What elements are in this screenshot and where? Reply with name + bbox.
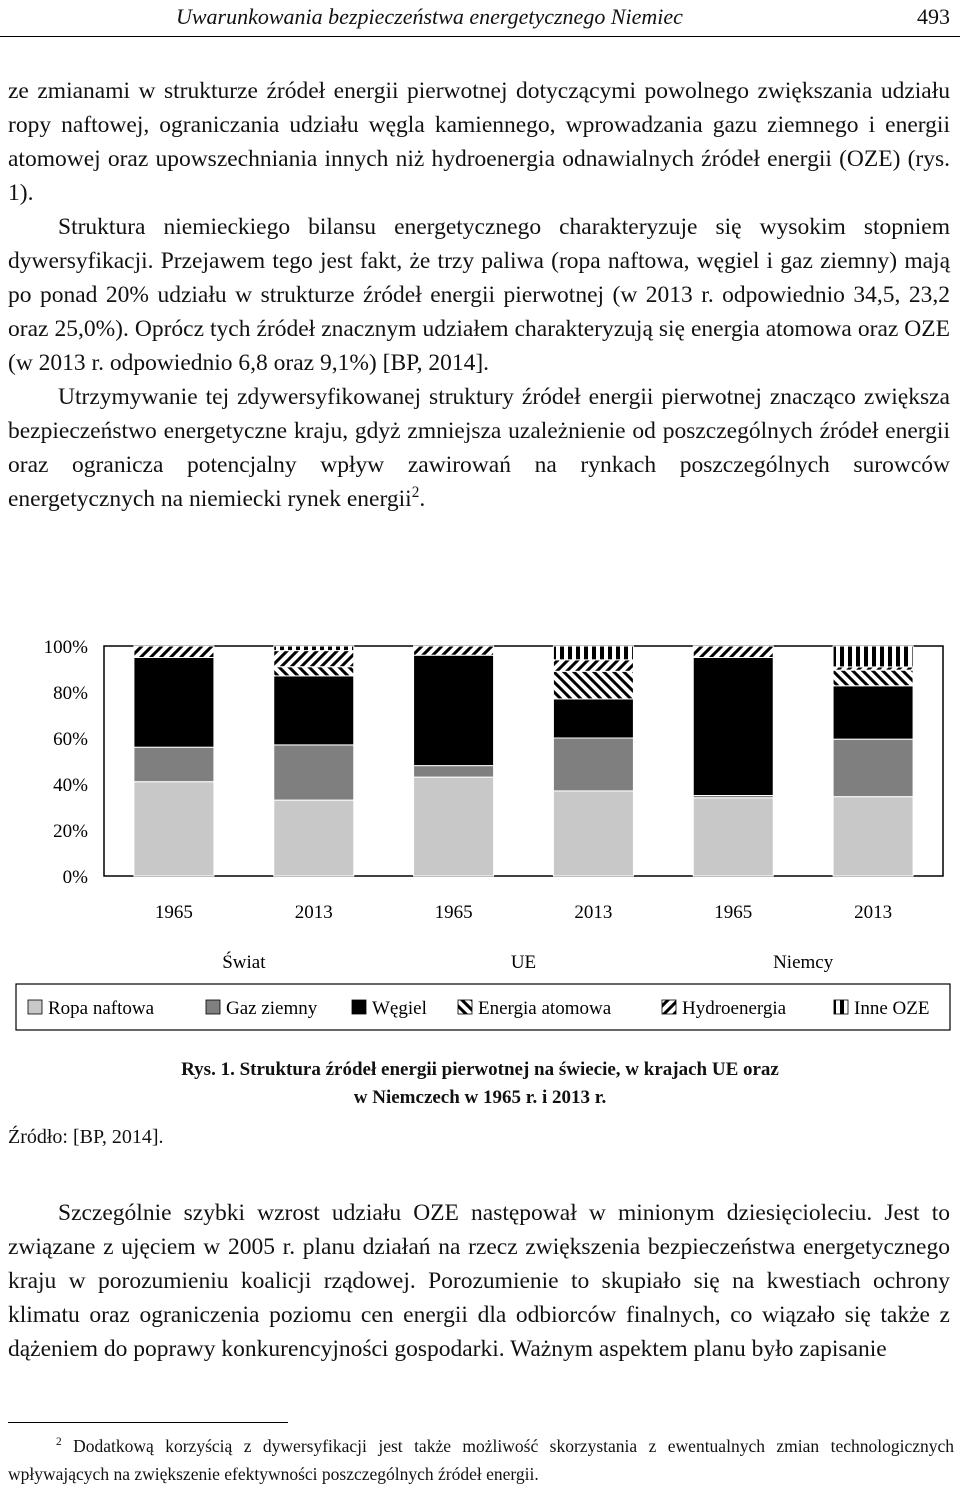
legend-label: Energia atomowa <box>478 998 612 1019</box>
paragraph-1: ze zmianami w strukturze źródeł energii pierwotnej dotyczącymi powolnego zwiększania udziału ropy naftowej, ograniczania udziału węgla kamiennego, wprowadzania gazu ziemnego i energii atomowej oraz upowszechniania innych niż hydroenergia odnawialnych źródeł energii (OZE) (rys. 1). <box>8 78 950 206</box>
bar-segment <box>833 739 913 797</box>
legend-swatch <box>834 1000 848 1014</box>
y-tick-label: 0% <box>62 867 88 888</box>
plot-area <box>104 646 943 876</box>
page-number: 493 <box>917 4 950 29</box>
bar-segment <box>134 658 214 748</box>
x-tick-label: 2013 <box>294 902 333 923</box>
bar-segment <box>134 646 214 658</box>
bar-segment <box>274 651 354 667</box>
group-label: Niemcy <box>773 952 834 973</box>
bar-segment <box>134 782 214 876</box>
bar-segment <box>553 791 633 876</box>
bar-segment <box>693 798 773 876</box>
footnote <box>8 1432 954 1488</box>
bar-segment <box>553 646 633 660</box>
bar-segment <box>414 777 494 876</box>
bar-segment <box>414 655 494 765</box>
legend-label: Węgiel <box>372 998 427 1019</box>
paragraph-4: Szczególnie szybki wzrost udziału OZE następował w minionym dziesięcioleciu. Jest to związane z ujęciem w 2005 r. planu działań na rzecz zwiększenia bezpieczeństwa energetycznego kraju w porozumieniu koalicji rządowej. Porozumienie to skupiało się na kwestiach ochrony klimatu oraz ograniczenia poziomu cen energii dla odbiorców finalnych, co wiązało się także z dążeniem do poprawy konkurencyjności gospodarki. Ważnym aspektem planu było zapisanie <box>8 1200 950 1362</box>
bar-segment <box>414 766 494 778</box>
x-tick-label: 1965 <box>154 902 193 923</box>
legend-label: Ropa naftowa <box>48 998 155 1019</box>
y-tick-label: 60% <box>53 729 88 750</box>
caption-line-1: Rys. 1. Struktura źródeł energii pierwotnej na świecie, w krajach UE oraz <box>181 1059 779 1080</box>
group-label: UE <box>510 952 537 973</box>
bar-segment <box>414 646 494 655</box>
legend <box>16 984 950 1030</box>
paragraph-3-end: . <box>419 486 426 512</box>
bar-segment <box>833 686 913 739</box>
page-header <box>0 0 960 37</box>
y-tick-label: 40% <box>53 775 88 796</box>
bar-segment <box>274 800 354 876</box>
footnote-text: Dodatkową korzyścią z dywersyfikacji jest także możliwość skorzystania z ewentualnych zmian technologicznych wpływających na zwiększenie efektywności poszczególnych źródeł energii. <box>8 1436 955 1484</box>
bar-segment <box>693 646 773 658</box>
x-tick-label: 2013 <box>574 902 613 923</box>
footnote-rule <box>8 1422 288 1423</box>
bar-segment <box>274 676 354 745</box>
energy-structure-chart <box>0 628 960 1048</box>
y-tick-label: 20% <box>53 821 88 842</box>
figure-caption <box>100 1056 860 1112</box>
footnote-ref[interactable]: 2 <box>411 484 420 502</box>
bar-segment <box>553 671 633 699</box>
legend-swatch <box>206 1000 220 1014</box>
legend-label: Inne OZE <box>854 998 930 1019</box>
legend-label: Gaz ziemny <box>226 998 318 1019</box>
bar-segment <box>274 745 354 800</box>
running-title: Uwarunkowania bezpieczeństwa energetycznego Niemiec <box>176 4 683 29</box>
y-tick-label: 100% <box>43 637 88 658</box>
legend-swatch <box>352 1000 366 1014</box>
bar-segment <box>553 660 633 672</box>
paragraph-3-text: Utrzymywanie tej zdywersyfikowanej struktury źródeł energii pierwotnej znacząco zwiększa bezpieczeństwo energetyczne kraju, gdyż zmniejsza uzależnienie od poszczególnych źródeł energii oraz ogranicza potencjalny wpływ zawirowań na rynkach poszczególnych surowców energetycznych na niemiecki rynek energii <box>8 384 950 512</box>
paragraph-2: Struktura niemieckiego bilansu energetycznego charakteryzuje się wysokim stopniem dywersyfikacji. Przejawem tego jest fakt, że trzy paliwa (ropa naftowa, węgiel i gaz ziemny) mają po ponad 20% udziału w strukturze źródeł energii pierwotnej (w 2013 r. odpowiednio 34,5, 23,2 oraz 25,0%). Oprócz tych źródeł znacznym udziałem charakteryzują się energia atomowa oraz OZE (w 2013 r. odpowiednio 6,8 oraz 9,1%) [BP, 2014]. <box>8 214 950 376</box>
y-axis <box>44 637 89 888</box>
bar-segment <box>274 646 354 651</box>
paragraph-3 <box>8 380 950 516</box>
caption-line-2: w Niemczech w 1965 r. i 2013 r. <box>353 1087 607 1108</box>
x-tick-label: 1965 <box>434 902 473 923</box>
y-tick-label: 80% <box>53 683 88 704</box>
bar-segment <box>134 747 214 782</box>
group-label: Świat <box>222 952 266 973</box>
bar-segment <box>833 646 913 667</box>
x-tick-label: 1965 <box>714 902 753 923</box>
legend-label: Hydroenergia <box>682 998 787 1019</box>
footnote-number: 2 <box>56 1436 62 1449</box>
bar-segment <box>833 797 913 876</box>
bar-segment <box>553 699 633 738</box>
bar-segment <box>833 670 913 686</box>
bar-segment <box>274 667 354 676</box>
bar-segment <box>553 738 633 791</box>
body-text-lower <box>8 1196 950 1366</box>
body-text-upper <box>8 74 950 516</box>
legend-swatch <box>458 1000 472 1014</box>
figure-source: Źródło: [BP, 2014]. <box>8 1126 164 1148</box>
legend-swatch <box>28 1000 42 1014</box>
x-axis <box>155 902 892 973</box>
plot-frame <box>104 646 943 876</box>
bar-segment <box>693 658 773 796</box>
legend-swatch <box>662 1000 676 1014</box>
x-tick-label: 2013 <box>854 902 893 923</box>
